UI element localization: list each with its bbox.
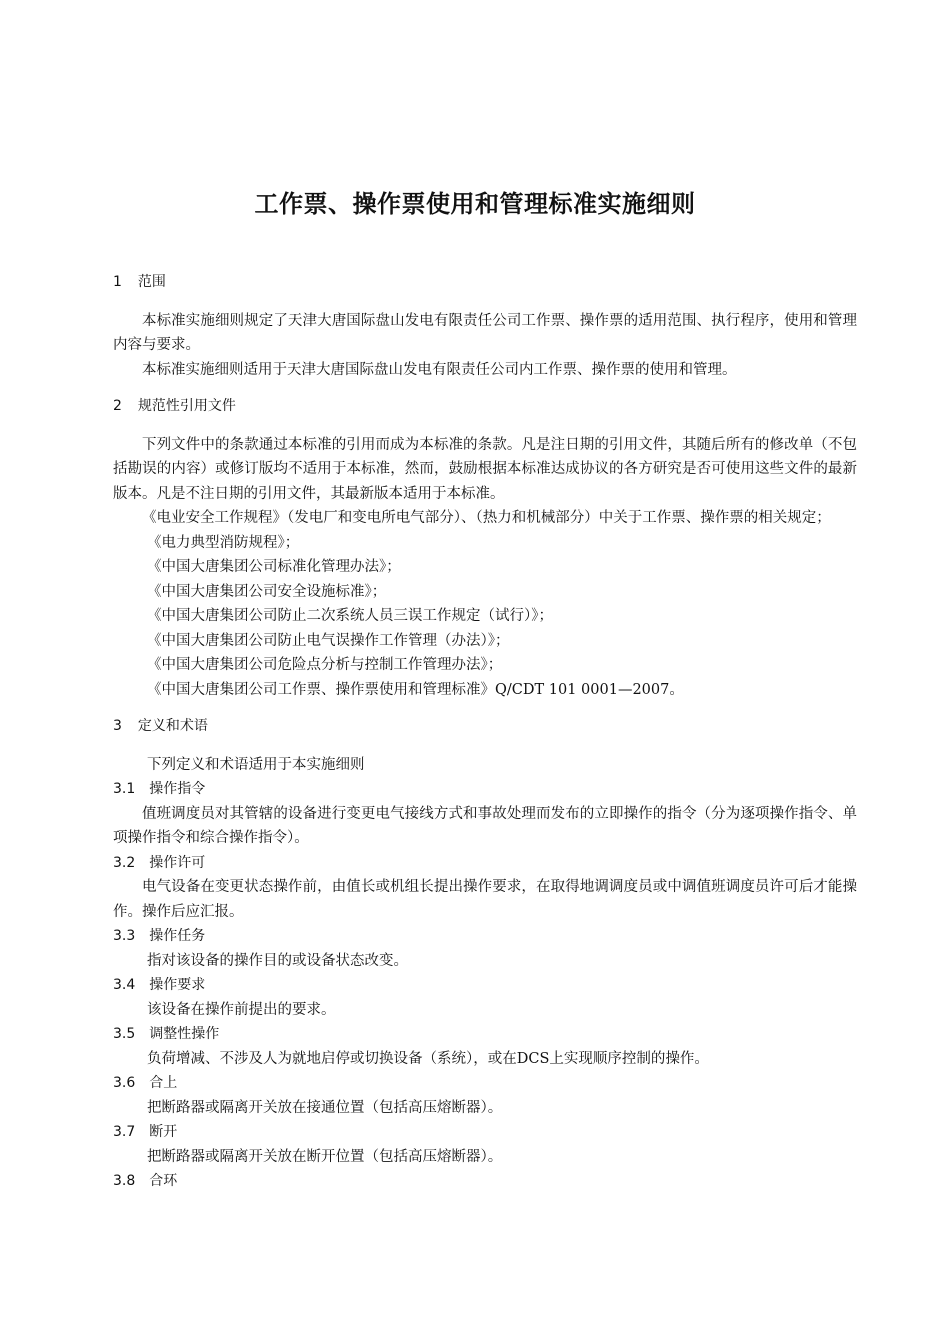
term-number: 3.7 <box>113 1124 136 1140</box>
scope-paragraph-2: 本标准实施细则适用于天津大唐国际盘山发电有限责任公司内工作票、操作票的使用和管理。 <box>142 361 737 378</box>
reference-item: 《中国大唐集团公司危险点分析与控制工作管理办法》； <box>147 657 503 673</box>
reference-item: 《中国大唐集团公司工作票、操作票使用和管理标准》Q/CDT 101 0001—2007。 <box>147 681 684 698</box>
term-definition: 指对该设备的操作目的或设备状态改变。 <box>147 952 408 969</box>
term-definition: 该设备在操作前提出的要求。 <box>147 1001 336 1018</box>
term-heading-3-6 <box>113 1071 857 1096</box>
section-2-heading <box>113 394 857 419</box>
term-heading-3-7 <box>113 1120 857 1145</box>
term-heading-3-2 <box>113 851 857 876</box>
reference-item: 《中国大唐集团公司标准化管理办法》； <box>147 559 401 575</box>
references-intro-paragraph: 下列文件中的条款通过本标准的引用而成为本标准的条款。凡是注日期的引用文件，其随后所有的修改单（不包括勘误的内容）或修订版均不适用于本标准，然而，鼓励根据本标准达成协议的各方研究是否可使用这些文件的最新版本。凡是不注日期的引用文件，其最新版本适用于本标准。 <box>113 436 857 502</box>
term-name: 断开 <box>149 1124 178 1140</box>
term-heading-3-4 <box>113 973 857 998</box>
definitions-intro: 下列定义和术语适用于本实施细则 <box>147 756 365 773</box>
term-heading-3-5 <box>113 1022 857 1047</box>
document-body <box>113 270 857 1194</box>
term-heading-3-1 <box>113 777 857 802</box>
term-number: 3.2 <box>113 854 136 871</box>
scope-paragraph-1: 本标准实施细则规定了天津大唐国际盘山发电有限责任公司工作票、操作票的适用范围、执行程序，使用和管理内容与要求。 <box>113 312 857 353</box>
reference-item: 《中国大唐集团公司防止二次系统人员三误工作规定（试行）》； <box>147 608 553 624</box>
reference-item: 《电业安全工作规程》（发电厂和变电所电气部分）、（热力和机械部分）中关于工作票、操作票的相关规定； <box>142 510 831 526</box>
term-definition: 负荷增减、不涉及人为就地启停或切换设备（系统），或在DCS上实现顺序控制的操作。 <box>147 1050 709 1067</box>
term-number: 3.4 <box>113 977 136 993</box>
section-title: 定义和术语 <box>137 718 208 734</box>
reference-item: 《中国大唐集团公司安全设施标准》； <box>147 583 387 600</box>
term-number: 3.1 <box>113 781 136 797</box>
term-name: 操作许可 <box>149 854 206 871</box>
term-name: 合环 <box>149 1173 178 1189</box>
section-title: 规范性引用文件 <box>137 398 236 414</box>
section-number: 1 <box>113 274 122 290</box>
term-name: 调整性操作 <box>149 1026 220 1042</box>
reference-item: 《电力典型消防规程》； <box>147 534 300 551</box>
section-3-heading <box>113 714 857 739</box>
term-number: 3.6 <box>113 1075 136 1091</box>
term-name: 合上 <box>149 1075 178 1091</box>
term-definition: 把断路器或隔离开关放在断开位置（包括高压熔断器）。 <box>147 1148 503 1165</box>
section-number: 3 <box>113 718 122 734</box>
term-definition: 值班调度员对其管辖的设备进行变更电气接线方式和事故处理而发布的立即操作的指令（分为逐项操作指令、单项操作指令和综合操作指令）。 <box>113 805 857 846</box>
term-number: 3.3 <box>113 928 136 944</box>
reference-item: 《中国大唐集团公司防止电气误操作工作管理（办法）》； <box>147 632 510 649</box>
term-heading-3-3 <box>113 924 857 949</box>
term-name: 操作任务 <box>149 928 206 944</box>
term-name: 操作指令 <box>149 781 206 797</box>
term-name: 操作要求 <box>149 977 206 993</box>
section-1-heading <box>113 270 857 295</box>
term-number: 3.5 <box>113 1026 136 1042</box>
term-number: 3.8 <box>113 1173 136 1189</box>
section-number: 2 <box>113 398 122 414</box>
section-title: 范围 <box>137 274 166 290</box>
term-definition: 电气设备在变更状态操作前，由值长或机组长提出操作要求，在取得地调调度员或中调值班调度员许可后才能操作。操作后应汇报。 <box>113 879 857 920</box>
term-definition: 把断路器或隔离开关放在接通位置（包括高压熔断器）。 <box>147 1099 503 1116</box>
term-heading-3-8 <box>113 1169 857 1194</box>
document-title: 工作票、操作票使用和管理标准实施细则 <box>254 190 696 218</box>
